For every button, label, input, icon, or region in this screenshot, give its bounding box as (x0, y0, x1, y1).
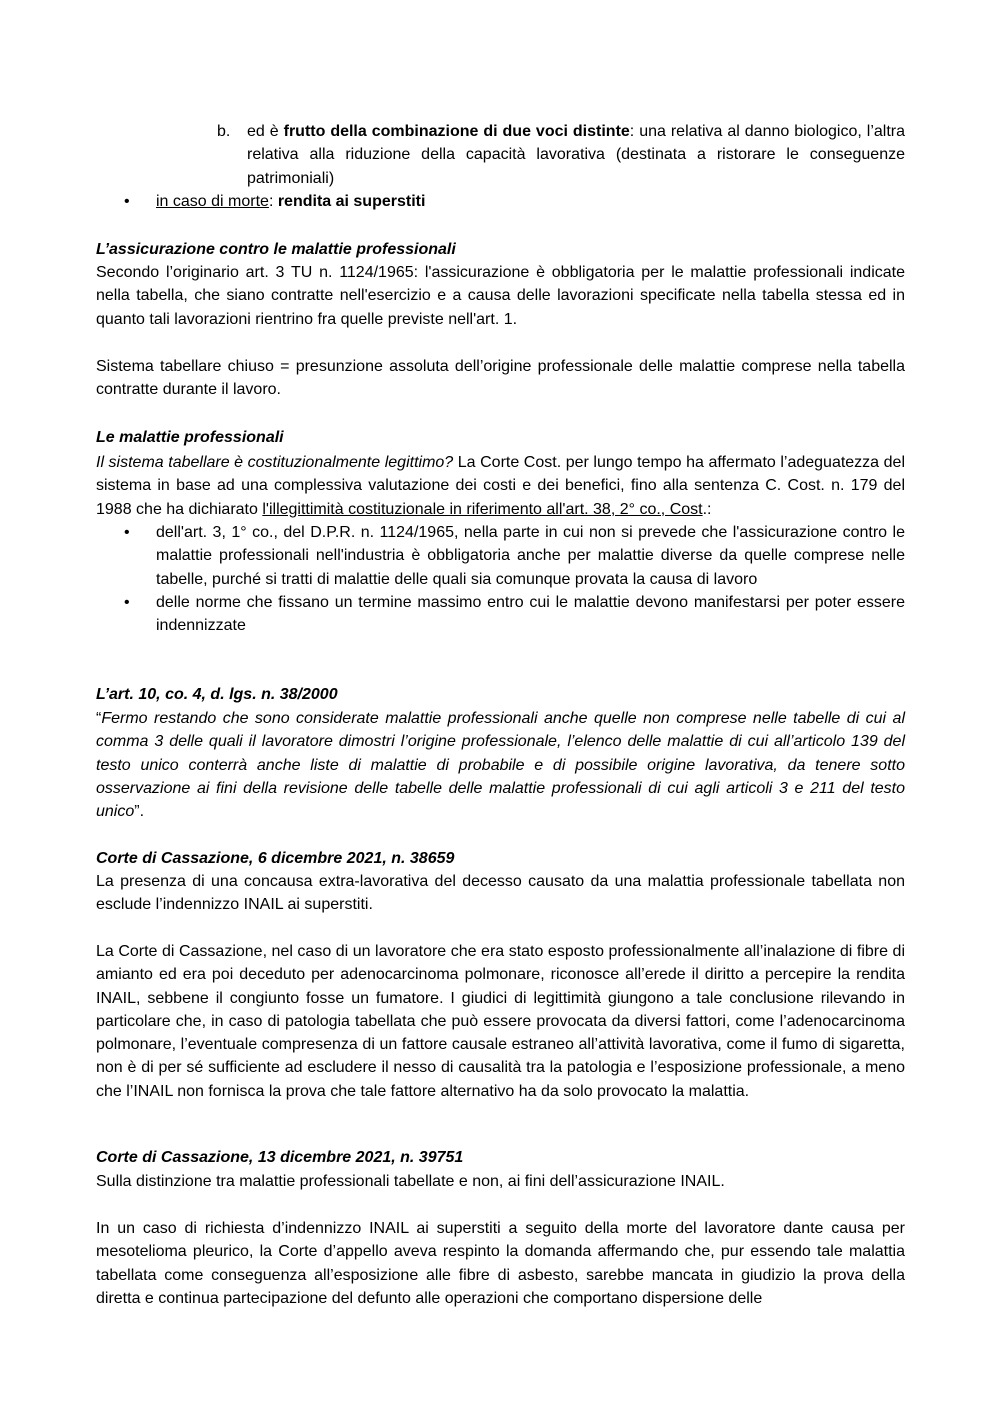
section-heading-art10: L’art. 10, co. 4, d. lgs. n. 38/2000 (96, 686, 338, 703)
tail-text: .: (702, 500, 712, 518)
item-b-pre: ed è (247, 123, 284, 140)
body-text: La Corte Cost. per lungo tempo ha affermato l’adeguatezza del sistema in base ad una complessiva valutazione dei costi e dei benefici, fino alla sentenza C. Cost. n. 179 del 1988 che ha dichiarato (96, 454, 905, 518)
question-text: Il sistema tabellare è costituzionalmente legittimo? (96, 454, 454, 471)
bullet-item-morte (156, 190, 905, 213)
section-heading-malattie: Le malattie professionali (96, 429, 284, 446)
paragraph-summary: Sulla distinzione tra malattie professionali tabellate e non, ai fini dell’assicurazione INAIL. (96, 1173, 725, 1190)
underlined-text: in caso di morte (156, 193, 269, 210)
open-quote: “ (96, 710, 102, 727)
bold-text: rendita ai superstiti (277, 193, 426, 210)
section-heading-assicurazione: L’assicurazione contro le malattie professionali (96, 241, 456, 258)
paragraph-summary: La presenza di una concausa extra-lavorativa del decesso causato da una malattia professionale tabellata non esclude l’indennizzo INAIL ai superstiti. (96, 873, 905, 914)
bullet-marker: • (124, 594, 130, 611)
section-heading-cass-39751: Corte di Cassazione, 13 dicembre 2021, n. 39751 (96, 1149, 464, 1166)
list-marker-b: b. (217, 123, 231, 140)
separator: : (268, 193, 278, 210)
close-quote: ”. (134, 803, 145, 821)
quote-paragraph (96, 707, 905, 823)
paragraph-corte-cost (96, 451, 905, 521)
bullet-marker: • (124, 524, 130, 541)
section-heading-cass-38659: Corte di Cassazione, 6 dicembre 2021, n. 38659 (96, 850, 455, 867)
list-item-b (247, 120, 905, 190)
quote-text: Fermo restando che sono considerate malattie professionali anche quelle non comprese nelle tabelle di cui al comma 3 delle quali il lavoratore dimostri l’origine professionale, l’elenco delle malattie di cui all’articolo 139 del testo unico conterrà anche liste di malattie di probabile e di possibile origine lavorativa, da tenere sotto osservazione ai fini della revisione delle tabelle delle malattie professionali di cui agli articoli 3 e 211 del testo unico (96, 710, 905, 821)
list-item: dell'art. 3, 1° co., del D.P.R. n. 1124/1965, nella parte in cui non si prevede che l'assicurazione contro le malattie professionali nell'industria è obbligatoria anche per malattie diverse da quelle comprese nelle tabelle, purché si tratti di malattie delle quali sia comunque provata la causa di lavoro (156, 524, 905, 588)
underlined-text: l'illegittimità costituzionale in riferimento all'art. 38, 2° co., Cost (262, 500, 703, 518)
paragraph-sistema-tabellare: Sistema tabellare chiuso = presunzione assoluta dell’origine professionale delle malattie comprese nella tabella contratte durante il lavoro. (96, 358, 905, 399)
paragraph-art3: Secondo l’originario art. 3 TU n. 1124/1965: l'assicurazione è obbligatoria per le malattie professionali indicate nella tabella, che siano contratte nell'esercizio e a causa delle lavorazioni specificate nella tabella stessa ed in quanto tali lavorazioni rientrino fra quelle previste nell'art. 1. (96, 264, 905, 328)
bullet-marker: • (124, 193, 130, 210)
list-item: delle norme che fissano un termine massimo entro cui le malattie devono manifestarsi per poter essere indennizzate (156, 594, 905, 635)
paragraph-detail: La Corte di Cassazione, nel caso di un lavoratore che era stato esposto professionalmente all’inalazione di fibre di amianto ed era poi deceduto per adenocarcinoma polmonare, riconosce all’erede il diritto a percepire la rendita INAIL, sebbene il congiunto fosse un fumatore. I giudici di legittimità giungono a tale conclusione rilevando in particolare che, in caso di patologia tabellata che può essere provocata da diversi fattori, come l’adenocarcinoma polmonare, l’eventuale compresenza di un fattore causale estraneo all’attività lavorativa, come il fumo di sigaretta, non è di per sé sufficiente ad escludere il nesso di causalità tra la patologia e l’esposizione professionale, a meno che l’INAIL non fornisca la prova che tale fattore alternativo ha da solo provocato la malattia. (96, 943, 905, 1100)
item-b-bold: frutto della combinazione di due voci distinte (283, 123, 630, 140)
paragraph-detail: In un caso di richiesta d’indennizzo INAIL ai superstiti a seguito della morte del lavoratore dante causa per mesotelioma pleurico, la Corte d’appello aveva respinto la domanda affermando che, pur essendo tale malattia tabellata come conseguenza all’esposizione alle fibre di asbesto, sarebbe mancata in giudizio la prova della diretta e continua partecipazione del defunto alle operazioni che comportano dispersione delle (96, 1220, 905, 1307)
item-b-post: : una relativa al danno biologico, l’altra relativa alla riduzione della capacità lavorativa (destinata a ristorare le conseguenze patrimoniali) (247, 123, 906, 187)
